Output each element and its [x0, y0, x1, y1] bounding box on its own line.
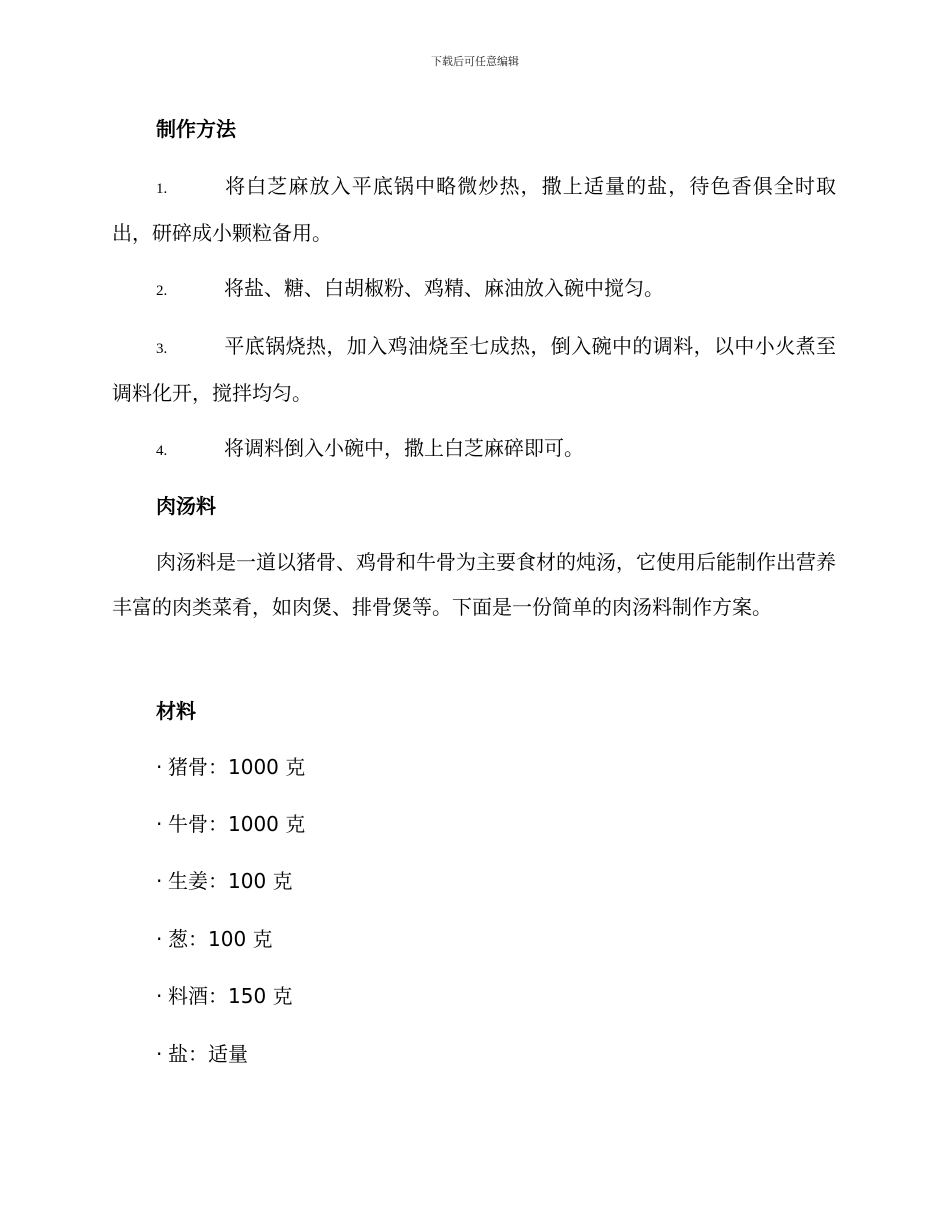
material-item — [112, 812, 880, 836]
step-text: 将盐、糖、白胡椒粉、鸡精、麻油放入碗中搅匀。 — [224, 276, 664, 300]
material-item — [112, 927, 880, 951]
material-text: 牛骨：1000 克 — [168, 812, 306, 836]
step-number: 4. — [156, 443, 168, 459]
material-text: 盐：适量 — [168, 1042, 248, 1066]
method-step — [112, 266, 836, 313]
step-number: 1. — [156, 181, 168, 197]
material-text: 料酒：150 克 — [168, 984, 293, 1008]
material-text: 猪骨：1000 克 — [168, 755, 306, 779]
material-item — [112, 869, 880, 893]
material-item — [112, 755, 880, 779]
bullet-icon: · — [156, 984, 163, 1008]
method-step — [112, 426, 836, 473]
bullet-icon: · — [156, 812, 163, 836]
section-heading-broth: 肉汤料 — [156, 494, 216, 518]
material-item — [112, 984, 880, 1008]
step-text: 将白芝麻放入平底锅中略微炒热，撒上适量的盐，待色香俱全时取出，研碎成小颗粒备用。 — [112, 174, 836, 245]
step-number: 3. — [156, 341, 168, 357]
bullet-icon: · — [156, 869, 163, 893]
broth-intro-paragraph: 肉汤料是一道以猪骨、鸡骨和牛骨为主要食材的炖汤，它使用后能制作出营养丰富的肉类菜肴，如肉煲、排骨煲等。下面是一份简单的肉汤料制作方案。 — [112, 550, 836, 619]
page-header: 下载后可任意编辑 — [431, 55, 519, 68]
method-step — [112, 164, 836, 255]
bullet-icon: · — [156, 927, 163, 951]
bullet-icon: · — [156, 1042, 163, 1066]
step-text: 将调料倒入小碗中，撒上白芝麻碎即可。 — [224, 436, 584, 460]
step-number: 2. — [156, 283, 168, 299]
material-text: 生姜：100 克 — [168, 869, 293, 893]
bullet-icon: · — [156, 755, 163, 779]
material-text: 葱：100 克 — [168, 927, 273, 951]
section-heading-materials: 材料 — [156, 699, 196, 723]
step-text: 平底锅烧热，加入鸡油烧至七成热，倒入碗中的调料，以中小火煮至调料化开，搅拌均匀。 — [112, 334, 836, 405]
material-item — [112, 1042, 880, 1066]
method-step — [112, 324, 836, 415]
section-heading-method: 制作方法 — [156, 117, 236, 141]
